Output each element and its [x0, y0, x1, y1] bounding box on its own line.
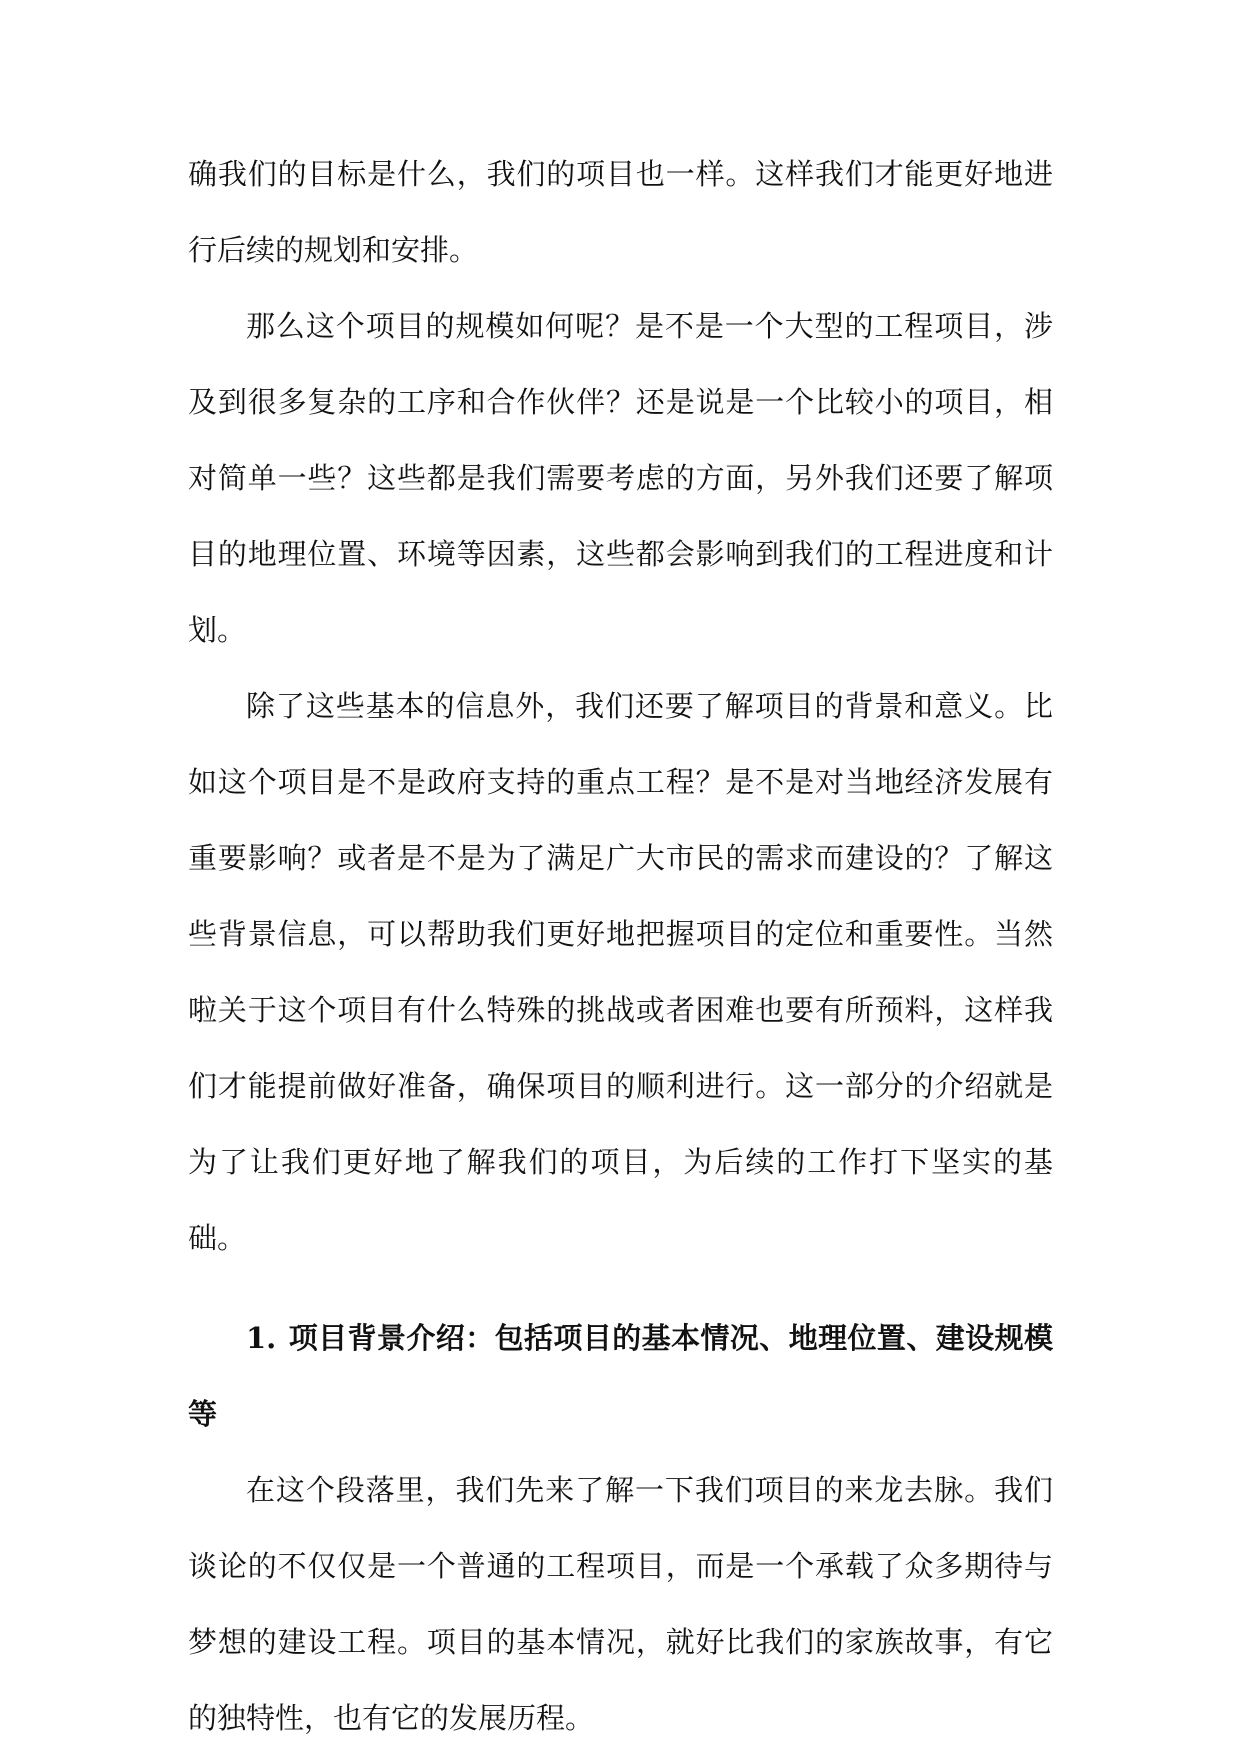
section-title: 项目背景介绍：包括项目的基本情况、地理位置、建设规模等: [188, 1321, 1053, 1431]
section-number: 1.: [246, 1321, 277, 1355]
document-body: [188, 136, 1053, 1756]
paragraph-section-intro: 在这个段落里，我们先来了解一下我们项目的来龙去脉。我们谈论的不仅仅是一个普通的工程项目，而是一个承载了众多期待与梦想的建设工程。项目的基本情况，就好比我们的家族故事，有它的独特性，也有它的发展历程。: [188, 1473, 1053, 1735]
section-heading: [188, 1300, 1053, 1452]
paragraph-project-background: 除了这些基本的信息外，我们还要了解项目的背景和意义。比如这个项目是不是政府支持的重点工程？是不是对当地经济发展有重要影响？或者是不是为了满足广大市民的需求而建设的？了解这些背景信息，可以帮助我们更好地把握项目的定位和重要性。当然啦关于这个项目有什么特殊的挑战或者困难也要有所预料，这样我们才能提前做好准备，确保项目的顺利进行。这一部分的介绍就是为了让我们更好地了解我们的项目，为后续的工作打下坚实的基础。: [188, 689, 1053, 1255]
paragraph-continuation: 确我们的目标是什么，我们的项目也一样。这样我们才能更好地进行后续的规划和安排。: [188, 157, 1053, 267]
paragraph-project-scale: 那么这个项目的规模如何呢？是不是一个大型的工程项目，涉及到很多复杂的工序和合作伙伴？还是说是一个比较小的项目，相对简单一些？这些都是我们需要考虑的方面，另外我们还要了解项目的地理位置、环境等因素，这些都会影响到我们的工程进度和计划。: [188, 309, 1053, 647]
